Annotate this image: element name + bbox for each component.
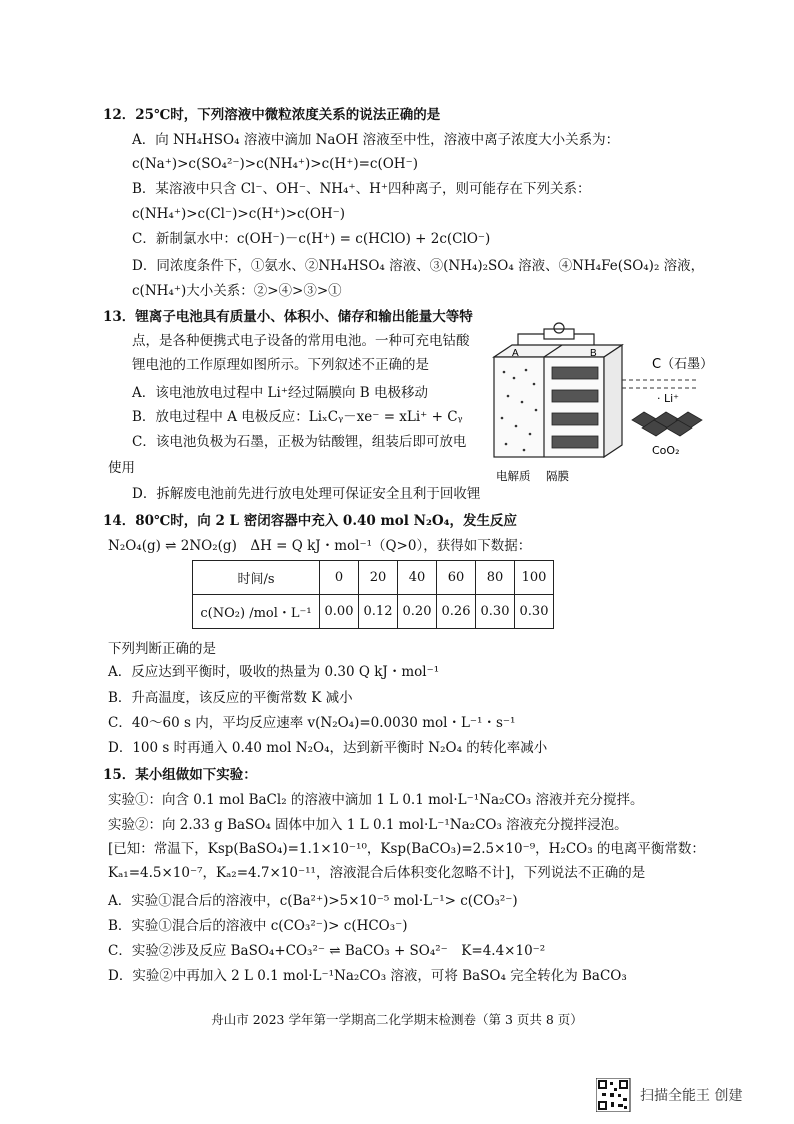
q15-option-c: C．实验②涉及反应 BaSO₄+CO₃²⁻ ⇌ BaCO₃ + SO₄²⁻ K=4.4×10⁻² (108, 943, 546, 959)
li-ion-label: · Li⁺ (657, 392, 679, 405)
table-cell: 0 (320, 561, 359, 595)
q12-option-b-line1: B．某溶液中只含 Cl⁻、OH⁻、NH₄⁺、H⁺四种离子，则可能存在下列关系： (132, 181, 591, 197)
q12-option-d-line1: D．同浓度条件下，①氨水、②NH₄HSO₄ 溶液、③(NH₄)₂SO₄ 溶液、④NH₄Fe(SO₄)₂ 溶液， (132, 258, 705, 274)
battery-diagram (482, 312, 782, 487)
q12-option-a-line2: c(Na⁺)>c(SO₄²⁻)>c(NH₄⁺)>c(H⁺)=c(OH⁻) (132, 156, 418, 172)
table-cell: 0.00 (320, 595, 359, 629)
q15-option-a: A．实验①混合后的溶液中，c(Ba²⁺)>5×10⁻⁵ mol·L⁻¹> c(CO₃²⁻) (108, 893, 518, 909)
table-row (193, 561, 554, 595)
coo2-label: CoO₂ (652, 444, 680, 457)
table-cell: 0.30 (476, 595, 515, 629)
graphite-label: C（石墨） (652, 357, 714, 372)
label-b: B (590, 348, 597, 359)
q12-option-c: C．新制氯水中：c(OH⁻)－c(H⁺) = c(HClO) + 2c(ClO⁻) (132, 231, 491, 247)
q14-option-c: C．40～60 s 内，平均反应速率 v(N₂O₄)=0.0030 mol・L⁻¹・s⁻¹ (108, 715, 516, 731)
q13-option-b: B．放电过程中 A 电极反应：LiₓCᵧ－xe⁻ = xLi⁺ + Cᵧ (132, 409, 463, 425)
q15-known-line2: Kₐ₁=4.5×10⁻⁷，Kₐ₂=4.7×10⁻¹¹，溶液混合后体积变化忽略不计]，下列说法不正确的是 (108, 865, 646, 881)
table-cell: 80 (476, 561, 515, 595)
q15-option-d: D．实验②中再加入 2 L 0.1 mol·L⁻¹Na₂CO₃ 溶液，可将 BaSO₄ 完全转化为 BaCO₃ (108, 968, 627, 984)
q13-stem-line3: 锂电池的工作原理如图所示。下列叙述不正确的是 (132, 357, 429, 373)
table-row (193, 595, 554, 629)
table-cell: 40 (398, 561, 437, 595)
q12-option-a-line1: A．向 NH₄HSO₄ 溶液中滴加 NaOH 溶液至中性，溶液中离子浓度大小关系为： (132, 132, 620, 148)
q15-known-line1: [已知：常温下，Ksp(BaSO₄)=1.1×10⁻¹⁰，Ksp(BaCO₃)=2.5×10⁻⁹，H₂CO₃ 的电离平衡常数： (108, 841, 705, 857)
q15-experiment-2: 实验②：向 2.33 g BaSO₄ 固体中加入 1 L 0.1 mol·L⁻¹Na₂CO₃ 溶液充分搅拌浸泡。 (108, 817, 628, 833)
table-cell: 0.20 (398, 595, 437, 629)
q14-option-d: D．100 s 时再通入 0.40 mol N₂O₄，达到新平衡时 N₂O₄ 的转化率减小 (108, 740, 548, 756)
table-cell: 100 (515, 561, 554, 595)
page-footer: 舟山市 2023 学年第一学期高二化学期末检测卷（第 3 页共 8 页） (211, 1012, 583, 1027)
q15-option-b: B．实验①混合后的溶液中 c(CO₃²⁻)> c(HCO₃⁻) (108, 918, 408, 934)
q14-stem-line1: 14．80℃时，向 2 L 密闭容器中充入 0.40 mol N₂O₄，发生反应 (103, 513, 518, 529)
table-cell: 0.12 (359, 595, 398, 629)
q14-stem-line2: N₂O₄(g) ⇌ 2NO₂(g) ΔH = Q kJ・mol⁻¹（Q>0），获得如下数据： (108, 538, 532, 554)
table-cell: 60 (437, 561, 476, 595)
table-header-time: 时间/s (193, 561, 320, 595)
q12-option-b-line2: c(NH₄⁺)>c(Cl⁻)>c(H⁺)>c(OH⁻) (132, 206, 346, 222)
electrolyte-label: 电解质 (496, 469, 531, 483)
table-cell: 20 (359, 561, 398, 595)
q14-option-a: A．反应达到平衡时，吸收的热量为 0.30 Q kJ・mol⁻¹ (108, 664, 440, 680)
table-cell: 0.26 (437, 595, 476, 629)
q13-stem-line2: 点，是各种便携式电子设备的常用电池。一种可充电钴酸 (132, 333, 470, 349)
q13-option-c-line2: 使用 (108, 460, 135, 476)
q12-option-d-line2: c(NH₄⁺)大小关系：②>④>③>① (132, 283, 342, 299)
table-cell: 0.30 (515, 595, 554, 629)
label-a: A (512, 348, 519, 359)
q13-stem-line1: 13．锂离子电池具有质量小、体积小、储存和输出能量大等特 (103, 309, 473, 325)
q14-option-b: B．升高温度，该反应的平衡常数 K 减小 (108, 690, 353, 706)
q15-experiment-1: 实验①：向含 0.1 mol BaCl₂ 的溶液中滴加 1 L 0.1 mol·L⁻¹Na₂CO₃ 溶液并充分搅拌。 (108, 792, 644, 808)
table-header-conc: c(NO₂) /mol・L⁻¹ (193, 595, 320, 629)
q13-option-d: D．拆解废电池前先进行放电处理可保证安全且利于回收锂 (132, 486, 481, 502)
watermark-text: 扫描全能王 创建 (640, 1088, 743, 1104)
q15-stem: 15．某小组做如下实验： (103, 767, 257, 783)
q13-option-a: A．该电池放电过程中 Li⁺经过隔膜向 B 电极移动 (132, 385, 428, 401)
q13-option-c-line1: C．该电池负极为石墨，正极为钴酸锂，组装后即可放电 (132, 434, 467, 450)
q14-prompt: 下列判断正确的是 (108, 641, 216, 657)
q12-stem: 12．25℃时，下列溶液中微粒浓度关系的说法正确的是 (103, 107, 441, 123)
separator-label: 隔膜 (546, 469, 569, 483)
data-table (192, 560, 554, 629)
